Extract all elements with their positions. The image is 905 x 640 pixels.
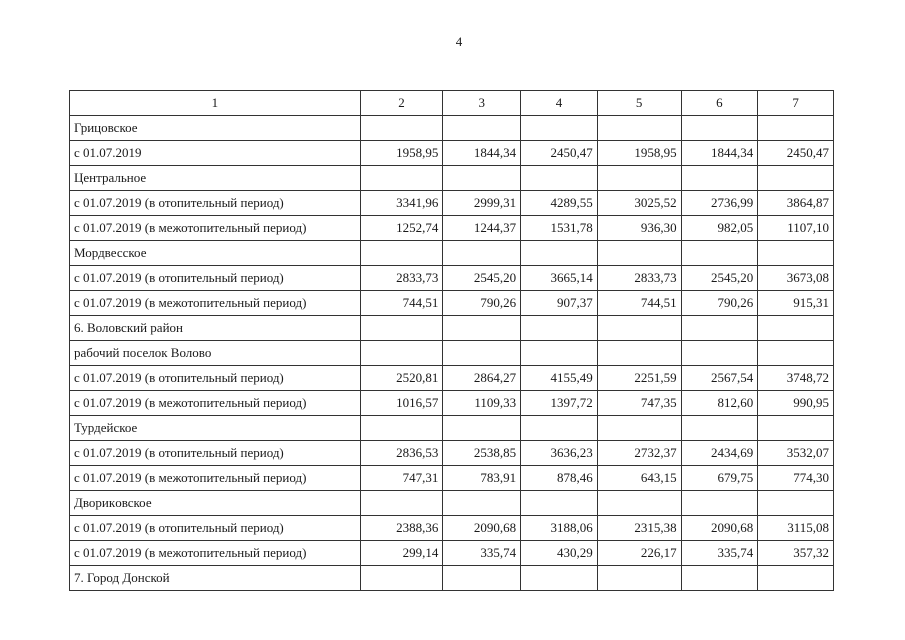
table-row xyxy=(70,441,834,466)
value-cell: 3636,23 xyxy=(521,441,598,466)
value-cell: 982,05 xyxy=(681,216,758,241)
value-cell xyxy=(597,316,681,341)
value-cell: 2090,68 xyxy=(443,516,521,541)
row-label: с 01.07.2019 (в отопительный период) xyxy=(70,191,361,216)
value-cell xyxy=(443,341,521,366)
column-header: 5 xyxy=(597,91,681,116)
value-cell: 4155,49 xyxy=(521,366,598,391)
table-row xyxy=(70,241,834,266)
table-row xyxy=(70,266,834,291)
value-cell: 2836,53 xyxy=(360,441,443,466)
value-cell: 1397,72 xyxy=(521,391,598,416)
value-cell xyxy=(597,491,681,516)
row-label: с 01.07.2019 (в отопительный период) xyxy=(70,366,361,391)
value-cell xyxy=(521,491,598,516)
value-cell xyxy=(360,341,443,366)
value-cell xyxy=(758,566,834,591)
value-cell: 299,14 xyxy=(360,541,443,566)
tariff-table xyxy=(69,90,834,591)
value-cell: 1958,95 xyxy=(597,141,681,166)
value-cell: 3665,14 xyxy=(521,266,598,291)
value-cell xyxy=(681,566,758,591)
value-cell xyxy=(758,241,834,266)
value-cell: 1844,34 xyxy=(681,141,758,166)
value-cell: 1252,74 xyxy=(360,216,443,241)
value-cell: 226,17 xyxy=(597,541,681,566)
table-row xyxy=(70,466,834,491)
table-row xyxy=(70,541,834,566)
value-cell: 2520,81 xyxy=(360,366,443,391)
value-cell: 643,15 xyxy=(597,466,681,491)
value-cell xyxy=(681,116,758,141)
value-cell xyxy=(443,241,521,266)
value-cell: 2864,27 xyxy=(443,366,521,391)
value-cell: 936,30 xyxy=(597,216,681,241)
value-cell xyxy=(443,491,521,516)
table-row xyxy=(70,116,834,141)
value-cell: 1244,37 xyxy=(443,216,521,241)
value-cell xyxy=(758,341,834,366)
row-label: Центральное xyxy=(70,166,361,191)
value-cell: 357,32 xyxy=(758,541,834,566)
table-row xyxy=(70,491,834,516)
value-cell xyxy=(521,341,598,366)
value-cell xyxy=(597,241,681,266)
table-row xyxy=(70,166,834,191)
row-label: Грицовское xyxy=(70,116,361,141)
table-row xyxy=(70,141,834,166)
value-cell xyxy=(681,341,758,366)
value-cell: 3341,96 xyxy=(360,191,443,216)
value-cell: 2732,37 xyxy=(597,441,681,466)
value-cell: 2450,47 xyxy=(521,141,598,166)
value-cell: 783,91 xyxy=(443,466,521,491)
value-cell xyxy=(597,166,681,191)
value-cell xyxy=(521,416,598,441)
value-cell: 2567,54 xyxy=(681,366,758,391)
value-cell: 3532,07 xyxy=(758,441,834,466)
value-cell: 2450,47 xyxy=(758,141,834,166)
value-cell: 2736,99 xyxy=(681,191,758,216)
value-cell: 2833,73 xyxy=(360,266,443,291)
table-row xyxy=(70,566,834,591)
value-cell: 790,26 xyxy=(443,291,521,316)
value-cell: 335,74 xyxy=(681,541,758,566)
value-cell xyxy=(443,116,521,141)
value-cell: 2434,69 xyxy=(681,441,758,466)
value-cell: 744,51 xyxy=(360,291,443,316)
table-row xyxy=(70,341,834,366)
row-label: с 01.07.2019 (в отопительный период) xyxy=(70,266,361,291)
value-cell: 812,60 xyxy=(681,391,758,416)
value-cell: 3115,08 xyxy=(758,516,834,541)
row-label: с 01.07.2019 (в отопительный период) xyxy=(70,441,361,466)
value-cell xyxy=(443,416,521,441)
value-cell: 907,37 xyxy=(521,291,598,316)
row-label: с 01.07.2019 (в отопительный период) xyxy=(70,516,361,541)
table-body xyxy=(70,116,834,591)
value-cell xyxy=(521,241,598,266)
value-cell: 2833,73 xyxy=(597,266,681,291)
row-label: рабочий поселок Волово xyxy=(70,341,361,366)
value-cell xyxy=(681,491,758,516)
table-row xyxy=(70,516,834,541)
value-cell xyxy=(597,341,681,366)
row-label: 6. Воловский район xyxy=(70,316,361,341)
table-row xyxy=(70,216,834,241)
value-cell: 2315,38 xyxy=(597,516,681,541)
value-cell xyxy=(521,566,598,591)
value-cell xyxy=(360,316,443,341)
value-cell: 3748,72 xyxy=(758,366,834,391)
column-header: 4 xyxy=(521,91,598,116)
value-cell xyxy=(360,116,443,141)
value-cell xyxy=(758,416,834,441)
row-label: с 01.07.2019 (в межотопительный период) xyxy=(70,466,361,491)
column-header: 7 xyxy=(758,91,834,116)
value-cell xyxy=(521,116,598,141)
column-header: 6 xyxy=(681,91,758,116)
row-label: с 01.07.2019 (в межотопительный период) xyxy=(70,541,361,566)
table-row xyxy=(70,191,834,216)
value-cell xyxy=(360,416,443,441)
value-cell xyxy=(521,316,598,341)
value-cell: 2388,36 xyxy=(360,516,443,541)
value-cell: 679,75 xyxy=(681,466,758,491)
value-cell: 990,95 xyxy=(758,391,834,416)
value-cell xyxy=(758,116,834,141)
value-cell: 1531,78 xyxy=(521,216,598,241)
value-cell: 1958,95 xyxy=(360,141,443,166)
value-cell xyxy=(521,166,598,191)
value-cell: 1107,10 xyxy=(758,216,834,241)
row-label: с 01.07.2019 (в межотопительный период) xyxy=(70,391,361,416)
value-cell xyxy=(360,166,443,191)
value-cell: 3673,08 xyxy=(758,266,834,291)
row-label: Турдейское xyxy=(70,416,361,441)
value-cell: 1109,33 xyxy=(443,391,521,416)
column-header: 3 xyxy=(443,91,521,116)
value-cell xyxy=(360,241,443,266)
row-label: с 01.07.2019 (в межотопительный период) xyxy=(70,216,361,241)
table-row xyxy=(70,416,834,441)
column-header: 1 xyxy=(70,91,361,116)
value-cell xyxy=(758,316,834,341)
value-cell: 2999,31 xyxy=(443,191,521,216)
value-cell xyxy=(360,566,443,591)
value-cell xyxy=(443,316,521,341)
value-cell: 430,29 xyxy=(521,541,598,566)
value-cell: 2545,20 xyxy=(443,266,521,291)
table-row xyxy=(70,366,834,391)
value-cell: 2545,20 xyxy=(681,266,758,291)
row-label: с 01.07.2019 xyxy=(70,141,361,166)
value-cell: 2090,68 xyxy=(681,516,758,541)
table-header-row xyxy=(70,91,834,116)
row-label: Мордвесское xyxy=(70,241,361,266)
value-cell xyxy=(443,166,521,191)
value-cell: 915,31 xyxy=(758,291,834,316)
value-cell xyxy=(597,416,681,441)
value-cell: 747,35 xyxy=(597,391,681,416)
value-cell: 747,31 xyxy=(360,466,443,491)
row-label: с 01.07.2019 (в межотопительный период) xyxy=(70,291,361,316)
value-cell: 1844,34 xyxy=(443,141,521,166)
table-row xyxy=(70,391,834,416)
row-label: Дворикoвское xyxy=(70,491,361,516)
value-cell xyxy=(443,566,521,591)
value-cell: 3188,06 xyxy=(521,516,598,541)
table-row xyxy=(70,316,834,341)
value-cell xyxy=(360,491,443,516)
value-cell: 2251,59 xyxy=(597,366,681,391)
value-cell: 3025,52 xyxy=(597,191,681,216)
value-cell: 4289,55 xyxy=(521,191,598,216)
row-label: 7. Город Донской xyxy=(70,566,361,591)
column-header: 2 xyxy=(360,91,443,116)
value-cell xyxy=(681,316,758,341)
value-cell xyxy=(758,166,834,191)
value-cell xyxy=(597,116,681,141)
value-cell xyxy=(681,166,758,191)
value-cell: 2538,85 xyxy=(443,441,521,466)
value-cell: 335,74 xyxy=(443,541,521,566)
value-cell xyxy=(681,241,758,266)
value-cell: 744,51 xyxy=(597,291,681,316)
value-cell: 774,30 xyxy=(758,466,834,491)
value-cell: 790,26 xyxy=(681,291,758,316)
value-cell: 878,46 xyxy=(521,466,598,491)
page-number: 4 xyxy=(455,34,463,49)
value-cell: 3864,87 xyxy=(758,191,834,216)
table-row xyxy=(70,291,834,316)
value-cell: 1016,57 xyxy=(360,391,443,416)
value-cell xyxy=(758,491,834,516)
value-cell xyxy=(681,416,758,441)
value-cell xyxy=(597,566,681,591)
